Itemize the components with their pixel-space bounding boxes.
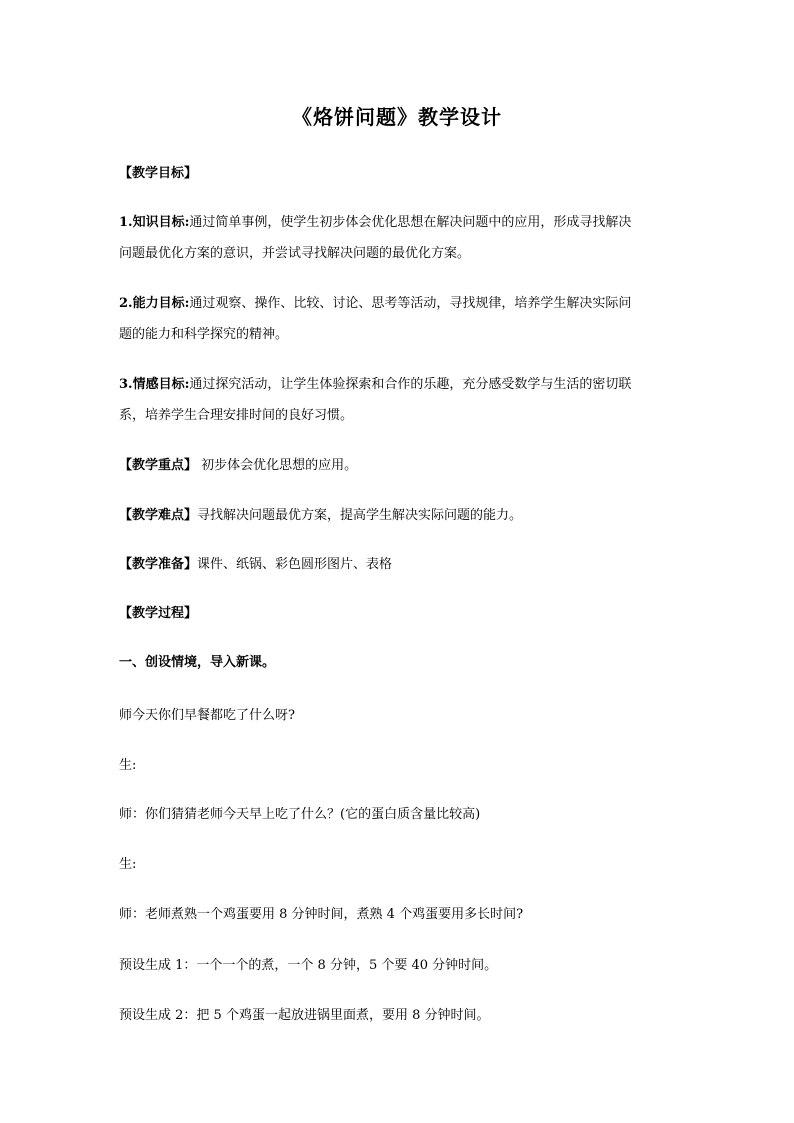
goal-2-text-cont: 题的能力和科学探究的精神。 [119, 327, 289, 342]
difficulty-heading: 【教学难点】 [119, 508, 198, 523]
preparation-text: 课件、纸锅、彩色圆形图片、表格 [197, 557, 393, 572]
key-point-text: 初步体会优化思想的应用。 [197, 458, 358, 473]
difficulty-text: 寻找解决问题最优方案，提高学生解决实际问题的能力。 [197, 508, 523, 523]
document-title: 《烙饼问题》教学设计 [292, 105, 502, 129]
difficulty-paragraph [119, 500, 679, 531]
goal-1-text-cont: 问题最优化方案的意识，并尝试寻找解决问题的最优化方案。 [119, 246, 471, 261]
dialogue-line-3: 师：你们猜猜老师今天早上吃了什么？(它的蛋白质含量比较高) [119, 807, 481, 822]
goal-1-text: 通过简单事例，使学生初步体会优化思想在解决问题中的应用，形成寻找解决 [189, 215, 632, 230]
goals-heading [119, 158, 679, 189]
goal-1-label: 1.知识目标: [119, 215, 190, 230]
dialogue-line-2: 生: [119, 758, 137, 773]
key-point-heading: 【教学重点】 [119, 458, 198, 473]
goals-heading-text: 【教学目标】 [119, 166, 198, 181]
dialogue-line-7: 预设生成 2：把 5 个鸡蛋一起放进锅里面煮，要用 8 分钟时间。 [119, 1008, 490, 1023]
dialogue-line-6: 预设生成 1：一个一个的煮，一个 8 分钟，5 个要 40 分钟时间。 [119, 958, 498, 973]
goal-3-text: 通过探究活动，让学生体验探索和合作的乐趣，充分感受数学与生活的密切联 [189, 377, 632, 392]
goal-3-text-cont: 系，培养学生合理安排时间的良好习惯。 [119, 408, 354, 423]
step-1-heading-text: 一、创设情境，导入新课。 [119, 655, 276, 670]
goal-3-paragraph [119, 369, 679, 431]
goal-2-paragraph [119, 288, 679, 350]
key-point-paragraph [119, 450, 679, 481]
process-heading-text: 【教学过程】 [119, 606, 198, 621]
dialogue-line-4: 生: [119, 857, 137, 872]
preparation-paragraph [119, 549, 679, 580]
goal-1-paragraph [119, 207, 679, 269]
process-heading [119, 598, 679, 629]
step-1-heading [119, 647, 679, 678]
dialogue-line-5: 师：老师煮熟一个鸡蛋要用 8 分钟时间，煮熟 4 个鸡蛋要用多长时间? [119, 907, 524, 922]
goal-2-text: 通过观察、操作、比较、讨论、思考等活动，寻找规律，培养学生解决实际问 [189, 296, 632, 311]
goal-3-label: 3.情感目标: [119, 377, 190, 392]
preparation-heading: 【教学准备】 [119, 557, 198, 572]
dialogue-line-1: 师今天你们早餐都吃了什么呀? [119, 708, 295, 723]
goal-2-label: 2.能力目标: [119, 296, 190, 311]
